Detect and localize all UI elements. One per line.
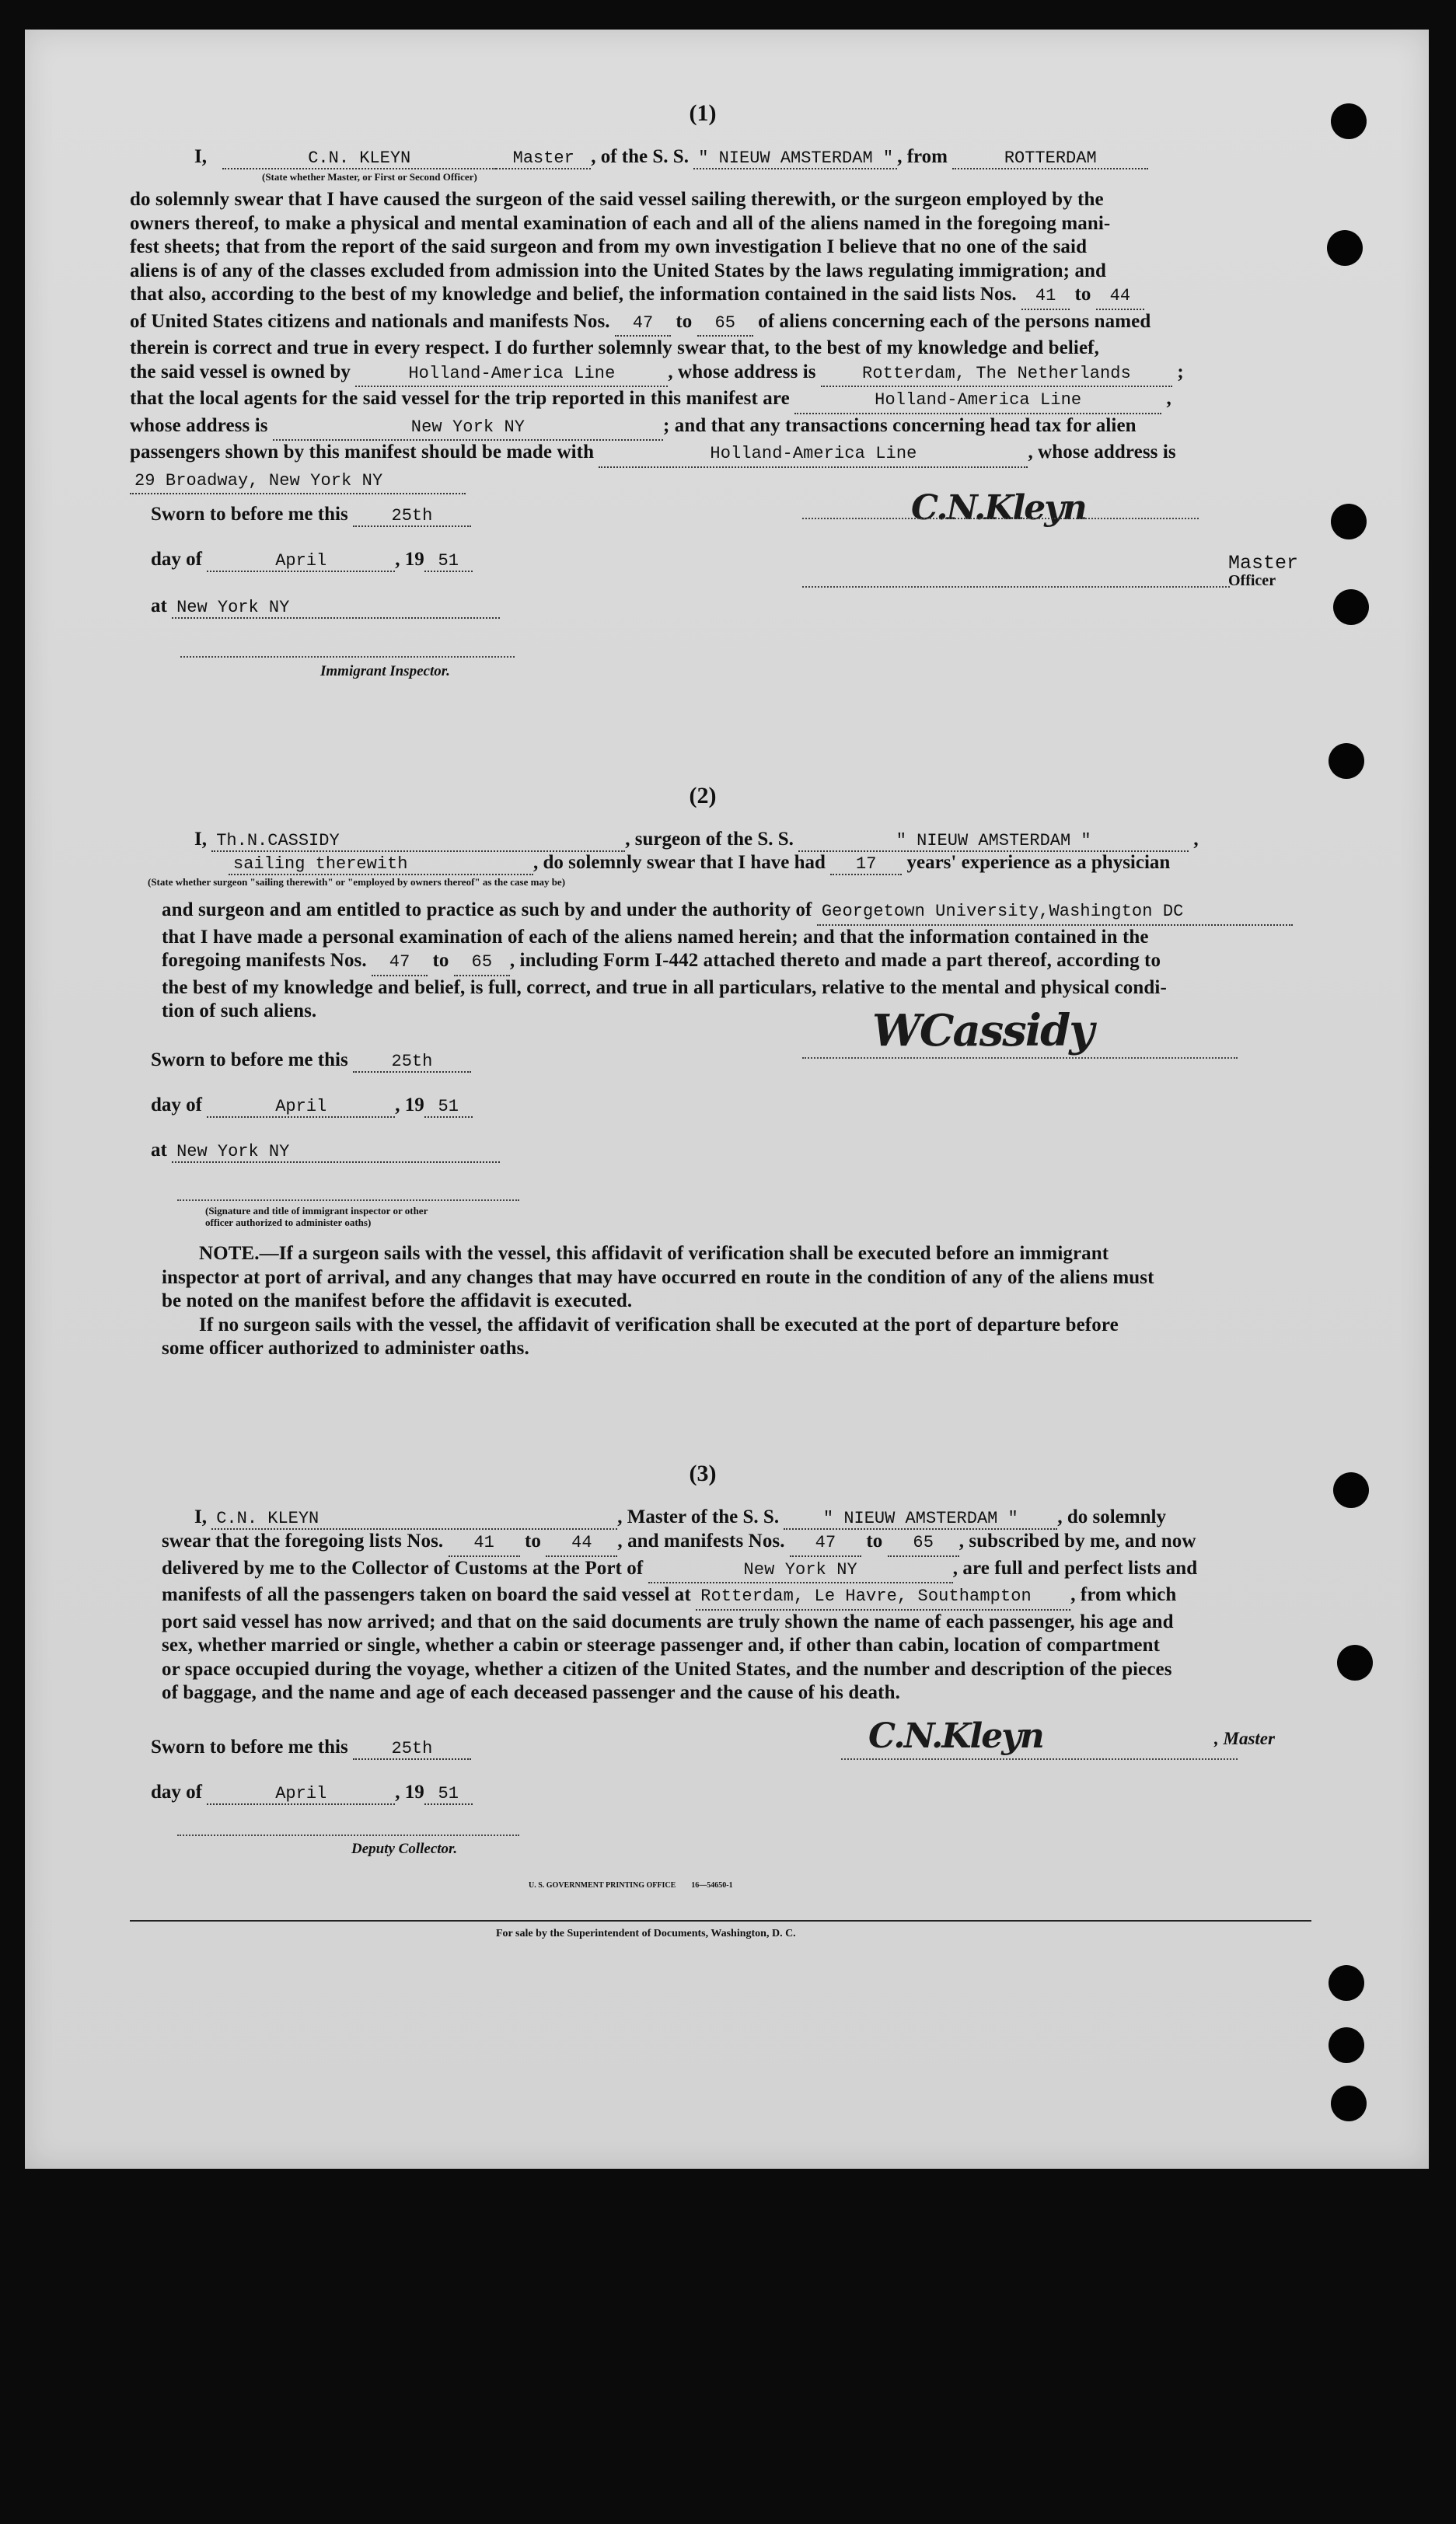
section-1-body: do solemnly swear that I have caused the surgeon of the said vessel sailing therewith, or the surgeon employed by the owners thereof, to make a physical and mental examination of each and all of the aliens named in the foregoing mani- fest sheets; that from the report of the said surgeon and from my own investigation I believe that no one of the said aliens is of any of the classes excluded from admission into the United States by the laws regulating immigration; and that also, according to the best of my knowledge and belief, the information contained in the said lists Nos. 41 to 44 of United States citizens and nationals and manifests Nos. 47 to 65 of aliens concerning each of the persons named therein is correct and true in every respect. I do further solemnly swear that, to the best of my knowledge and belief, the said vessel is owned by Holland-America Line , whose address is Rotterdam, The Netherlands ; that the local agents for the said vessel for the trip reported in this manifest are Holland-America Line , whose address is New York NY ; and that any transactions concerning head tax for alien passengers shown by this manifest should be made with Holland-America Line , whose address is 29 Broadway, New York NY <box>130 188 1315 494</box>
sailing-field: sailing therewith <box>229 854 533 875</box>
at-line-1: at New York NY <box>151 595 500 619</box>
officer-signature-line <box>177 1199 519 1201</box>
month-field-1: April <box>207 551 395 572</box>
section-3-manifests-to: 65 <box>888 1531 959 1557</box>
master-signature-3: C.N.Kleyn <box>868 1716 1043 1756</box>
collector-signature-line <box>177 1835 519 1836</box>
manifests-to-field: 65 <box>697 312 753 337</box>
master-title: Master <box>1228 552 1299 574</box>
officer-hint: (Signature and title of immigrant inspector or other officer authorized to administer oaths) <box>205 1205 428 1228</box>
authority-field: Georgetown University,Washington DC <box>817 900 1293 926</box>
vessel-field-2: " NIEUW AMSTERDAM " <box>798 831 1189 852</box>
binder-hole <box>1329 2027 1364 2063</box>
note-label: NOTE. <box>199 1243 260 1264</box>
lists-to-field: 44 <box>1096 285 1144 310</box>
section-3-lists-to: 44 <box>546 1531 617 1557</box>
master-name-field: C.N. KLEYN <box>222 148 496 169</box>
sworn-line-1: Sworn to before me this 25th <box>151 504 471 527</box>
sworn-day-field-2: 25th <box>353 1052 471 1073</box>
section-3-header-line: I, C.N. KLEYN , Master of the S. S. " NIEUW AMSTERDAM " , do solemnly <box>194 1506 1166 1528</box>
collector-label: Deputy Collector. <box>351 1841 458 1857</box>
sailing-line: sailing therewith , do solemnly swear that I have had 17 years' experience as a physician <box>229 852 1170 875</box>
binder-hole <box>1331 2086 1367 2121</box>
master-title-line <box>802 586 1230 588</box>
master-name-field-3: C.N. KLEYN <box>211 1509 617 1530</box>
binder-hole <box>1333 589 1369 625</box>
at-place-field-2: New York NY <box>172 1142 500 1163</box>
date-line-3: day of April , 19 51 <box>151 1782 473 1805</box>
section-3-lists-from: 41 <box>449 1531 520 1557</box>
gpo-imprint: U. S. GOVERNMENT PRINTING OFFICE 16—54650-1 <box>529 1881 733 1890</box>
board-ports-field: Rotterdam, Le Havre, Southampton <box>696 1585 1070 1611</box>
payments-address-field: 29 Broadway, New York NY <box>130 470 466 495</box>
section-1-header-line: I, C.N. KLEYN Master , of the S. S. " NIEUW AMSTERDAM " , from ROTTERDAM <box>194 146 1148 169</box>
sworn-line-2: Sworn to before me this 25th <box>151 1049 471 1073</box>
rank-field: Master <box>496 148 591 169</box>
at-place-field-1: New York NY <box>172 598 500 619</box>
binder-hole <box>1327 230 1363 266</box>
payments-field: Holland-America Line <box>599 442 1028 468</box>
section-3-number: (3) <box>689 1461 717 1486</box>
surgeon-hint: (State whether surgeon "sailing therewith" or "employed by owners thereof" as the case may be) <box>148 876 566 888</box>
master-signature-line-1 <box>802 518 1199 519</box>
agents-address-field: New York NY <box>273 416 663 442</box>
agents-field: Holland-America Line <box>794 389 1161 414</box>
date-line-2: day of April , 19 51 <box>151 1094 473 1118</box>
binder-hole <box>1333 1472 1369 1508</box>
binder-hole <box>1331 103 1367 139</box>
surgeon-name-field: Th.N.CASSIDY <box>211 831 625 852</box>
surgeon-manifests-from: 47 <box>372 951 428 976</box>
at-line-2: at New York NY <box>151 1140 500 1163</box>
binder-hole <box>1331 504 1367 539</box>
binder-hole <box>1329 1965 1364 2001</box>
inspector-label: Immigrant Inspector. <box>320 663 450 679</box>
month-field-3: April <box>207 1784 395 1805</box>
port-field: New York NY <box>648 1559 953 1584</box>
master-signature-1: C.N.Kleyn <box>911 488 1086 528</box>
surgeon-signature: WCassidy <box>872 1005 1093 1056</box>
footer-rule <box>130 1920 1311 1922</box>
year-field-2: 51 <box>424 1097 473 1118</box>
manifest-page <box>25 30 1429 2169</box>
from-port-field: ROTTERDAM <box>952 148 1148 169</box>
month-field-2: April <box>207 1097 395 1118</box>
years-field: 17 <box>830 854 902 875</box>
year-field-3: 51 <box>424 1784 473 1805</box>
date-line-1: day of April , 19 51 <box>151 549 473 572</box>
note-block: NOTE.—If a surgeon sails with the vessel, this affidavit of verification shall be executed before an immigrant inspector at port of arrival, and any changes that may have occurred en route in the condition of any of the aliens must be noted on the manifest before the affidavit is executed. If no surgeon sails with the vessel, the affidavit of verification shall be executed at the port of departure before some officer authorized to administer oaths. <box>162 1243 1154 1359</box>
owner-field: Holland-America Line <box>355 362 668 388</box>
vessel-field-3: " NIEUW AMSTERDAM " <box>784 1509 1057 1530</box>
officer-title: Officer <box>1228 572 1276 589</box>
section-3-manifests-from: 47 <box>790 1531 861 1557</box>
surgeon-signature-line <box>802 1057 1238 1059</box>
year-field-1: 51 <box>424 551 473 572</box>
owner-address-field: Rotterdam, The Netherlands <box>821 362 1172 388</box>
binder-hole <box>1337 1645 1373 1681</box>
vessel-field: " NIEUW AMSTERDAM " <box>693 148 897 169</box>
master-signature-line-3 <box>841 1758 1238 1760</box>
sale-notice: For sale by the Superintendent of Documents, Washington, D. C. <box>496 1928 796 1939</box>
sworn-day-field-1: 25th <box>353 506 471 527</box>
section-2-body: and surgeon and am entitled to practice as such by and under the authority of Georgetown University,Washington DC that I have made a personal examination of each of the aliens named herein; and that the information contained in the foregoing manifests Nos. 47 to 65 , including Form I-442 attached thereto and made a part thereof, according to the best of my knowledge and belief, is full, correct, and true in all particulars, relative to the mental and physical condi- tion of such aliens. <box>162 899 1320 1024</box>
inspector-signature-line <box>180 656 515 658</box>
surgeon-manifests-to: 65 <box>454 951 510 976</box>
sworn-line-3: Sworn to before me this 25th <box>151 1737 471 1760</box>
section-3-body: swear that the foregoing lists Nos. 41 to 44 , and manifests Nos. 47 to 65 , subscribed by me, and now delivered by me to the Collector of Customs at the Port of New York NY , are full and perfect lists and manifests of all the passengers taken on board the said vessel at Rotterdam, Le Havre, Southampton , from which port said vessel has now arrived; and that on the said documents are truly shown the name of each passenger, his age and sex, whether married or single, whether a cabin or steerage passenger and, if other than cabin, location of compartment or space occupied during the voyage, whether a citizen of the United States, and the number and description of the pieces of baggage, and the name and age of each deceased passenger and the cause of his death. <box>162 1531 1198 1703</box>
binder-hole <box>1329 743 1364 779</box>
master-title-3: , Master <box>1214 1729 1275 1748</box>
sworn-day-field-3: 25th <box>353 1739 471 1760</box>
section-2-header-line: I, Th.N.CASSIDY , surgeon of the S. S. " NIEUW AMSTERDAM " , <box>194 829 1199 850</box>
lists-from-field: 41 <box>1021 285 1070 310</box>
rank-hint: (State whether Master, or First or Second Officer) <box>262 171 477 183</box>
section-1-number: (1) <box>689 100 717 126</box>
section-2-number: (2) <box>689 783 717 808</box>
manifests-from-field: 47 <box>615 312 671 337</box>
